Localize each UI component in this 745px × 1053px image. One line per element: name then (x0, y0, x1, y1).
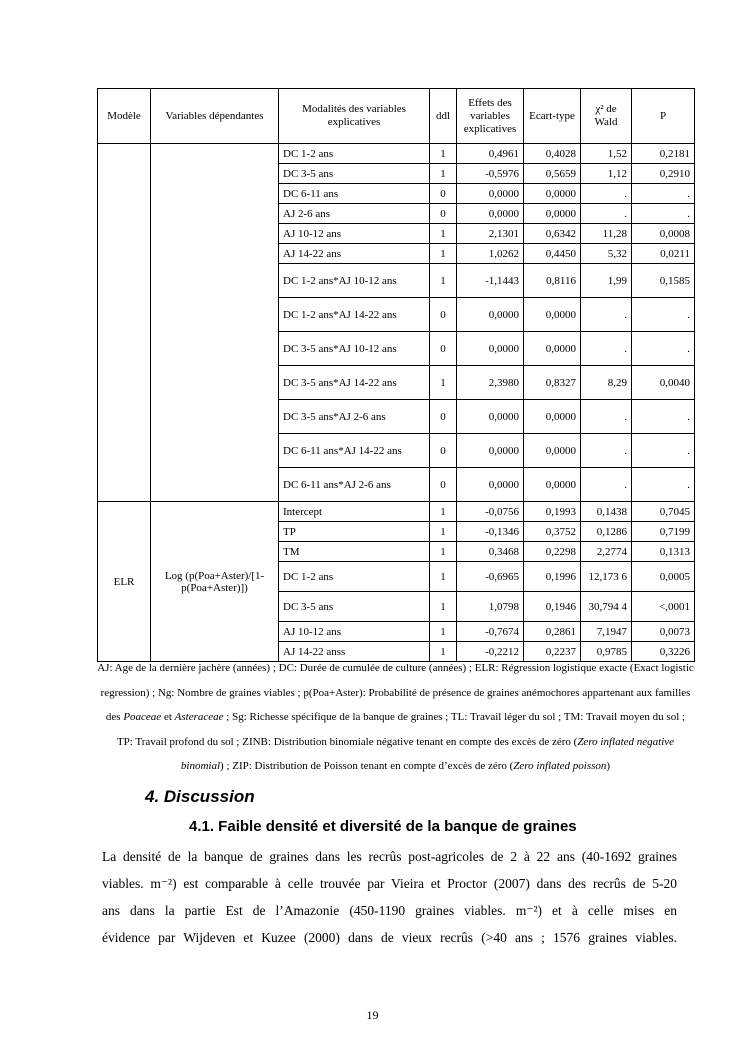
cell-ddl: 0 (430, 204, 457, 224)
cell-modalite: DC 3-5 ans*AJ 14-22 ans (279, 366, 430, 400)
cell-chi2: . (581, 468, 632, 502)
cell-p: 0,2181 (632, 144, 695, 164)
cell-modalite: DC 1-2 ans (279, 562, 430, 592)
cell-chi2: . (581, 434, 632, 468)
cell-ddl: 0 (430, 332, 457, 366)
cell-ddl: 1 (430, 642, 457, 662)
cell-ddl: 1 (430, 522, 457, 542)
cell-effet: -0,5976 (457, 164, 524, 184)
cell-modalite: DC 1-2 ans*AJ 10-12 ans (279, 264, 430, 298)
cell-p: <,0001 (632, 592, 695, 622)
header-modalites: Modalités des variables explicatives (279, 89, 430, 144)
cell-effet: 1,0262 (457, 244, 524, 264)
cell-modalite: DC 6-11 ans*AJ 14-22 ans (279, 434, 430, 468)
cell-modalite: DC 3-5 ans (279, 164, 430, 184)
cell-modalite: TP (279, 522, 430, 542)
cell-chi2: . (581, 204, 632, 224)
cell-p: . (632, 434, 695, 468)
cell-modalite: DC 3-5 ans (279, 592, 430, 622)
cell-p: 0,2910 (632, 164, 695, 184)
cell-ecart-type: 0,0000 (524, 332, 581, 366)
cell-modalite: AJ 10-12 ans (279, 622, 430, 642)
cell-chi2: . (581, 400, 632, 434)
cell-chi2: . (581, 298, 632, 332)
cell-ddl: 1 (430, 164, 457, 184)
cell-effet: 0,0000 (457, 298, 524, 332)
cell-effet: 0,0000 (457, 204, 524, 224)
cell-ddl: 1 (430, 622, 457, 642)
paragraph-line: La densité de la banque de graines dans les recrûs post-agricoles de 2 à 22 ans (40-1692 graines (102, 849, 677, 864)
cell-ddl: 0 (430, 468, 457, 502)
table-row (98, 144, 695, 164)
cell-p: 0,0211 (632, 244, 695, 264)
cell-chi2: . (581, 184, 632, 204)
page-number: 19 (366, 1008, 379, 1022)
header-ddl: ddl (430, 89, 457, 144)
cell-chi2: 7,1947 (581, 622, 632, 642)
body-paragraph (102, 843, 677, 951)
cell-effet: 0,4961 (457, 144, 524, 164)
header-effets: Effets des variables explicatives (457, 89, 524, 144)
cell-ecart-type: 0,2237 (524, 642, 581, 662)
cell-ecart-type: 0,8327 (524, 366, 581, 400)
cell-effet: -0,7674 (457, 622, 524, 642)
cell-chi2: 1,99 (581, 264, 632, 298)
cell-ecart-type: 0,4450 (524, 244, 581, 264)
cell-ecart-type: 0,0000 (524, 400, 581, 434)
cell-ecart-type: 0,0000 (524, 204, 581, 224)
cell-p: . (632, 298, 695, 332)
cell-p: . (632, 400, 695, 434)
cell-effet: 0,0000 (457, 468, 524, 502)
cell-modele: ELR (98, 502, 151, 662)
header-variables: Variables dépendantes (151, 89, 279, 144)
cell-variable-empty (151, 144, 279, 502)
table-caption: AJ: Age de la dernière jachère (années) ; DC: Durée de cumulée de culture (années) ; ELR: Régression logistique exacte (Exact logistic regression) ; Ng: Nombre de graines viables ; p(Poa+Aster): Probabilité de présence de graines anémochores appartenant aux familles des Poaceae et Asteraceae ; Sg: Richesse spécifique de la banque de graines ; TL: Travail léger du sol ; TM: Travail moyen du sol ; TP: Travail profond du sol ; ZINB: Distribution binomiale négative tenant en compte des excès de zéro (Zero inflated negative binomial) ; ZIP: Distribution de Poisson tenant en compte d’excès de zéro (Zero inflated poisson) (97, 662, 694, 772)
cell-p: . (632, 468, 695, 502)
paragraph-line: viables. m⁻²) est comparable à celle trouvée par Vieira et Proctor (2007) dans des recrûs de 5-20 (102, 876, 677, 891)
cell-ddl: 0 (430, 434, 457, 468)
paragraph-line: ans dans la partie Est de l’Amazonie (450-1190 graines viables. m⁻²) et à celle mises en (102, 903, 677, 918)
paragraph-line: évidence par Wijdeven et Kuzee (2000) dans de vieux recrûs (>40 ans ; 1576 graines viables. (102, 930, 677, 945)
cell-chi2: 8,29 (581, 366, 632, 400)
cell-ecart-type: 0,5659 (524, 164, 581, 184)
cell-p: 0,1585 (632, 264, 695, 298)
cell-ecart-type: 0,0000 (524, 184, 581, 204)
cell-ecart-type: 0,3752 (524, 522, 581, 542)
cell-ddl: 1 (430, 542, 457, 562)
cell-modalite: AJ 14-22 anss (279, 642, 430, 662)
cell-p: . (632, 332, 695, 366)
cell-ecart-type: 0,4028 (524, 144, 581, 164)
cell-chi2: 0,9785 (581, 642, 632, 662)
cell-modalite: AJ 10-12 ans (279, 224, 430, 244)
cell-effet: -1,1443 (457, 264, 524, 298)
subsection-heading: 4.1. Faible densité et diversité de la banque de graines (189, 818, 577, 835)
cell-ecart-type: 0,0000 (524, 434, 581, 468)
header-modele: Modèle (98, 89, 151, 144)
cell-ddl: 1 (430, 592, 457, 622)
cell-ecart-type: 0,6342 (524, 224, 581, 244)
cell-variable: Log (p(Poa+Aster)/[1-p(Poa+Aster)]) (151, 502, 279, 662)
cell-ddl: 1 (430, 264, 457, 298)
cell-chi2: 0,1286 (581, 522, 632, 542)
cell-ecart-type: 0,1996 (524, 562, 581, 592)
cell-modalite: DC 6-11 ans (279, 184, 430, 204)
header-chi: χ² de Wald (581, 89, 632, 144)
cell-modalite: Intercept (279, 502, 430, 522)
cell-chi2: . (581, 332, 632, 366)
cell-p: . (632, 204, 695, 224)
cell-effet: 0,0000 (457, 184, 524, 204)
cell-effet: 0,0000 (457, 434, 524, 468)
cell-chi2: 30,794 4 (581, 592, 632, 622)
cell-p: 0,0005 (632, 562, 695, 592)
cell-ddl: 0 (430, 298, 457, 332)
cell-chi2: 5,32 (581, 244, 632, 264)
cell-ecart-type: 0,2298 (524, 542, 581, 562)
cell-ddl: 1 (430, 224, 457, 244)
cell-p: 0,7045 (632, 502, 695, 522)
cell-chi2: 11,28 (581, 224, 632, 244)
cell-p: 0,7199 (632, 522, 695, 542)
cell-ecart-type: 0,1946 (524, 592, 581, 622)
cell-effet: -0,0756 (457, 502, 524, 522)
cell-chi2: 2,2774 (581, 542, 632, 562)
cell-ddl: 1 (430, 366, 457, 400)
cell-modalite: DC 1-2 ans*AJ 14-22 ans (279, 298, 430, 332)
cell-effet: 0,0000 (457, 400, 524, 434)
cell-p: 0,0040 (632, 366, 695, 400)
table-row (98, 502, 695, 522)
cell-modalite: DC 6-11 ans*AJ 2-6 ans (279, 468, 430, 502)
cell-effet: -0,1346 (457, 522, 524, 542)
section-heading: 4. Discussion (145, 787, 255, 806)
cell-ddl: 1 (430, 144, 457, 164)
cell-p: 0,3226 (632, 642, 695, 662)
cell-chi2: 1,12 (581, 164, 632, 184)
cell-ddl: 1 (430, 562, 457, 592)
cell-ecart-type: 0,0000 (524, 298, 581, 332)
cell-p: 0,0073 (632, 622, 695, 642)
cell-modalite: DC 1-2 ans (279, 144, 430, 164)
header-ecart: Ecart-type (524, 89, 581, 144)
cell-ecart-type: 0,0000 (524, 468, 581, 502)
results-table (97, 88, 695, 662)
cell-p: . (632, 184, 695, 204)
cell-modalite: DC 3-5 ans*AJ 10-12 ans (279, 332, 430, 366)
cell-ddl: 1 (430, 502, 457, 522)
cell-chi2: 12,173 6 (581, 562, 632, 592)
cell-effet: 2,3980 (457, 366, 524, 400)
cell-modalite: AJ 14-22 ans (279, 244, 430, 264)
cell-p: 0,0008 (632, 224, 695, 244)
cell-ddl: 0 (430, 184, 457, 204)
cell-effet: 2,1301 (457, 224, 524, 244)
cell-effet: 0,3468 (457, 542, 524, 562)
cell-p: 0,1313 (632, 542, 695, 562)
cell-modele-empty (98, 144, 151, 502)
cell-ecart-type: 0,1993 (524, 502, 581, 522)
cell-effet: 0,0000 (457, 332, 524, 366)
cell-modalite: AJ 2-6 ans (279, 204, 430, 224)
cell-modalite: TM (279, 542, 430, 562)
cell-effet: -0,2212 (457, 642, 524, 662)
cell-ddl: 1 (430, 244, 457, 264)
cell-effet: -0,6965 (457, 562, 524, 592)
cell-modalite: DC 3-5 ans*AJ 2-6 ans (279, 400, 430, 434)
cell-ecart-type: 0,2861 (524, 622, 581, 642)
cell-chi2: 0,1438 (581, 502, 632, 522)
cell-ddl: 0 (430, 400, 457, 434)
cell-effet: 1,0798 (457, 592, 524, 622)
cell-ecart-type: 0,8116 (524, 264, 581, 298)
cell-chi2: 1,52 (581, 144, 632, 164)
header-p: P (632, 89, 695, 144)
